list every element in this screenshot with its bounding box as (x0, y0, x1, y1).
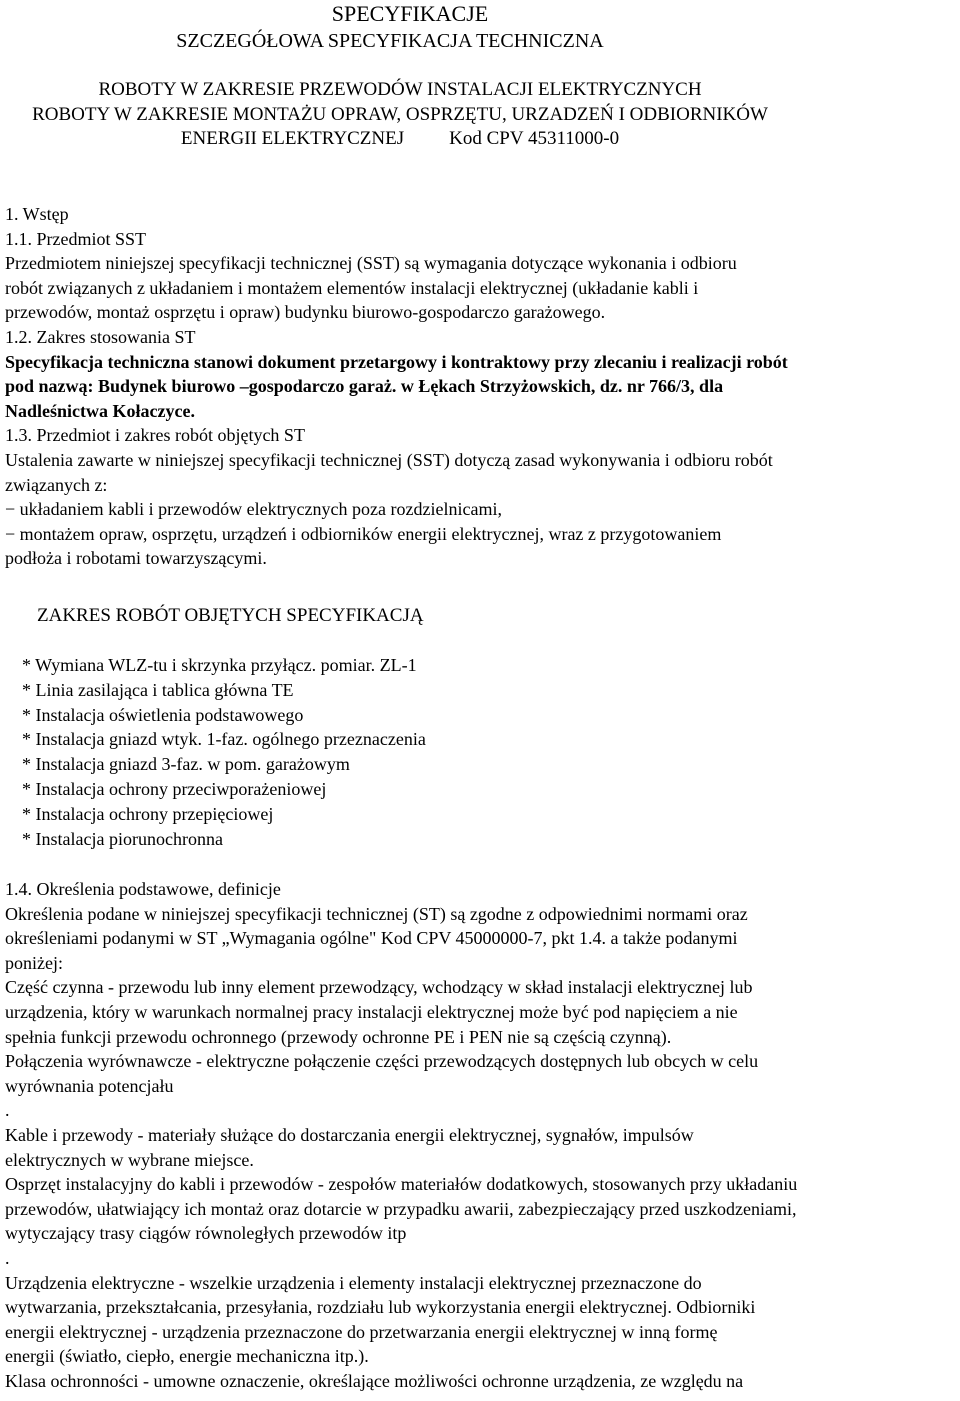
definition-line: poniżej: (5, 952, 63, 973)
list-item: * Instalacja piorunochronna (22, 828, 223, 849)
scope-of-works-title: ZAKRES ROBÓT OBJĘTYCH SPECYFIKACJĄ (37, 605, 424, 626)
definition-line: Osprzęt instalacyjny do kabli i przewodów - zespołów materiałów dodatkowych, stosowanych przy układaniu (5, 1174, 798, 1195)
section-1 (5, 202, 957, 571)
section-1-2-line: Specyfikacja techniczna stanowi dokument przetargowy i kontraktowy przy zlecaniu i realizacji robót (5, 351, 788, 372)
scope-line-3 (0, 127, 800, 152)
list-item: * Instalacja oświetlenia podstawowego (22, 704, 304, 725)
section-1-4-heading: 1.4. Określenia podstawowe, definicje (5, 879, 281, 899)
section-1-1-heading: 1.1. Przedmiot SST (5, 228, 147, 249)
scope-header (0, 78, 800, 152)
definition-line: określeniami podanymi w ST „Wymagania ogólne" Kod CPV 45000000-7, pkt 1.4. a także podanymi (5, 928, 738, 949)
section-1-3-line: Ustalenia zawarte w niniejszej specyfikacji technicznej (SST) dotyczą zasad wykonywania i odbioru robót (5, 449, 773, 470)
definition-line: Klasa ochronności - umowne oznaczenie, określające możliwości ochronne urządzenia, ze względu na (5, 1370, 744, 1391)
definition-line: Połączenia wyrównawcze - elektryczne połączenie części przewodzących dostępnych lub obcych w celu (5, 1051, 759, 1072)
section-1-3-line: − układaniem kabli i przewodów elektrycznych poza rozdzielnicami, (5, 499, 502, 520)
list-item: * Instalacja gniazd wtyk. 1-faz. ogólnego przeznaczenia (22, 729, 426, 750)
definition-line: urządzenia, który w warunkach normalnej pracy instalacji elektrycznej może być pod napięciem a nie (5, 1001, 738, 1022)
section-1-3-heading: 1.3. Przedmiot i zakres robót objętych ST (5, 425, 305, 446)
section-1-1-line: robót związanych z układaniem i montażem elementów instalacji elektrycznej (układanie kabli i (5, 277, 699, 298)
definition-line: wytwarzania, przekształcania, przesyłania, rozdziału lub wykorzystania energii elektrycznej. Odbiorniki (5, 1297, 756, 1318)
definition-line: energii elektrycznej - urządzenia przeznaczone do przetwarzania energii elektrycznej w inną formę (5, 1321, 718, 1342)
definition-line: . (5, 1100, 10, 1121)
definition-line: wytyczający trasy ciągów równoległych przewodów itp (5, 1223, 407, 1244)
list-item: * Instalacja ochrony przeciwporażeniowej (22, 778, 327, 799)
section-1-3-line: − montażem opraw, osprzętu, urządzeń i odbiorników energii elektrycznej, wraz z przygotowaniem (5, 523, 722, 544)
definition-line: wyrównania potencjału (5, 1075, 174, 1096)
list-item: * Wymiana WLZ-tu i skrzynka przyłącz. pomiar. ZL-1 (22, 655, 417, 675)
document-title: SPECYFIKACJE (331, 1, 489, 26)
section-1-2-heading: 1.2. Zakres stosowania ST (5, 326, 196, 347)
scope-line-2: ROBOTY W ZAKRESIE MONTAŻU OPRAW, OSPRZĘTU, URZADZEŃ I ODBIORNIKÓW (32, 103, 768, 125)
list-item: * Linia zasilająca i tablica główna TE (22, 679, 294, 700)
list-item: * Instalacja ochrony przepięciowej (22, 803, 274, 824)
document-subtitle: SZCZEGÓŁOWA SPECYFIKACJA TECHNICZNA (176, 30, 604, 52)
section-1-3-line: podłoża i robotami towarzyszącymi. (5, 548, 267, 569)
definition-line: Określenia podane w niniejszej specyfikacji technicznej (ST) są zgodne z odpowiednimi normami oraz (5, 903, 748, 924)
definition-line: Kable i przewody - materiały służące do dostarczania energii elektrycznej, sygnałów, impulsów (5, 1124, 694, 1145)
definition-line: przewodów, ułatwiający ich montaż oraz dotarcie w przypadku awarii, zabezpieczający przed uszkodzeniami, (5, 1198, 797, 1219)
definition-line: spełnia funkcji przewodu ochronnego (przewody ochronne PE i PEN nie są częścią czynną). (5, 1026, 672, 1047)
definition-line: . (5, 1247, 10, 1268)
section-1-1-line: przewodów, montaż osprzętu i opraw) budynku biurowo-gospodarczo garażowego. (5, 302, 606, 323)
definition-line: Część czynna - przewodu lub inny element przewodzący, wchodzący w skład instalacji elektrycznej lub (5, 977, 753, 998)
section-1-2-line: Nadleśnictwa Kołaczyce. (5, 400, 195, 421)
definition-line: elektrycznych w wybrane miejsce. (5, 1149, 254, 1170)
section-1-4 (5, 877, 957, 1393)
definition-line: Urządzenia elektryczne - wszelkie urządzenia i elementy instalacji elektrycznej przeznaczone do (5, 1272, 702, 1293)
list-item: * Instalacja gniazd 3-faz. w pom. garażowym (22, 754, 350, 775)
section-1-2-line: pod nazwą: Budynek biurowo –gospodarczo garaż. w Łękach Strzyżowskich, dz. nr 766/3, dla (5, 376, 724, 397)
cpv-code: Kod CPV 45311000-0 (449, 128, 620, 149)
section-1-heading: 1. Wstęp (5, 204, 69, 224)
definition-line: energii (światło, ciepło, energie mechaniczna itp.). (5, 1346, 369, 1367)
scope-line-3-text: ENERGII ELEKTRYCZNEJ (180, 128, 405, 149)
scope-line-1: ROBOTY W ZAKRESIE PRZEWODÓW INSTALACJI ELEKTRYCZNYCH (98, 79, 702, 100)
section-1-1-line: Przedmiotem niniejszej specyfikacji technicznej (SST) są wymagania dotyczące wykonania i odbioru (5, 253, 737, 274)
section-1-3-line: związanych z: (5, 474, 108, 495)
scope-of-works-list (22, 653, 426, 851)
